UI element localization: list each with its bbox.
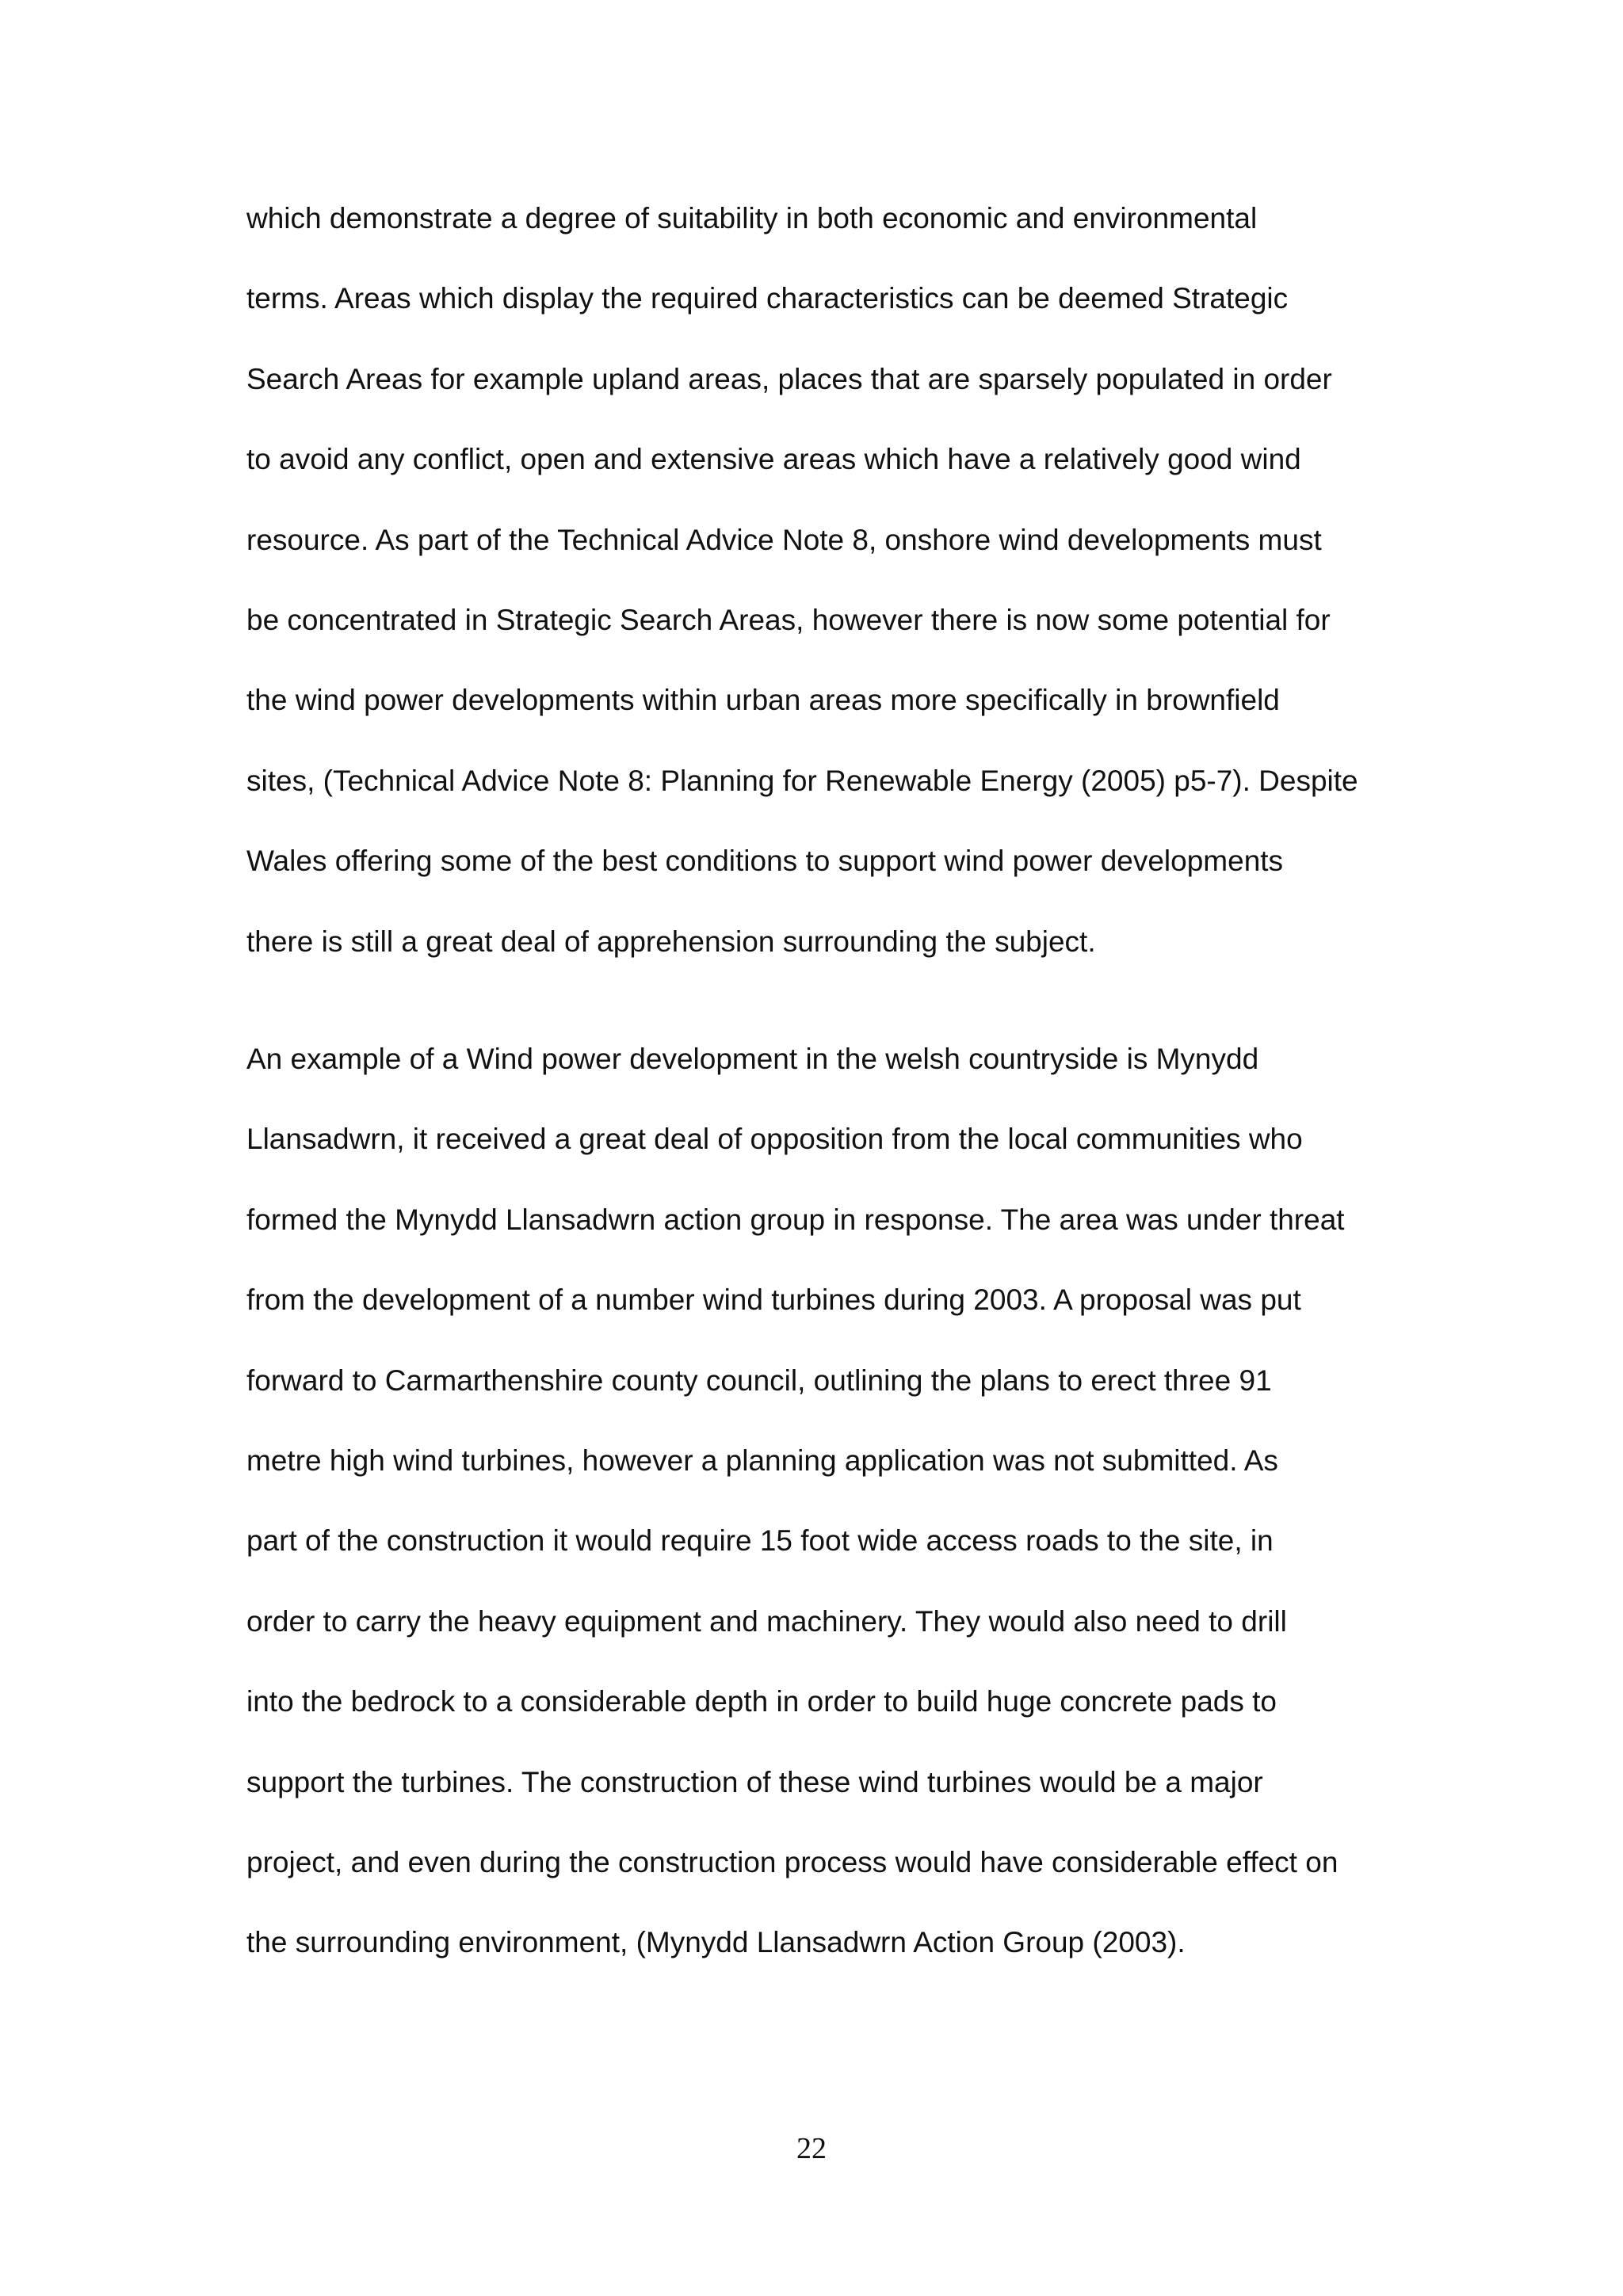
text-line: support the turbines. The construction of these wind turbines would be a major <box>246 1765 1263 1798</box>
text-line: Search Areas for example upland areas, places that are sparsely populated in order <box>246 362 1332 395</box>
text-line: be concentrated in Strategic Search Areas, however there is now some potential for <box>246 603 1331 636</box>
text-line: which demonstrate a degree of suitability in both economic and environmental <box>246 202 1258 235</box>
text-line: into the bedrock to a considerable depth in order to build huge concrete pads to <box>246 1685 1277 1718</box>
text-line: part of the construction it would require 15 foot wide access roads to the site, in <box>246 1524 1274 1558</box>
text-line: metre high wind turbines, however a planning application was not submitted. As <box>246 1444 1278 1477</box>
text-line: terms. Areas which display the required characteristics can be deemed Strategic <box>246 282 1289 315</box>
text-line: the surrounding environment, (Mynydd Llansadwrn Action Group (2003). <box>246 1926 1186 1959</box>
text-line: resource. As part of the Technical Advice Note 8, onshore wind developments must <box>246 523 1322 556</box>
paragraph-2 <box>246 1019 1396 1983</box>
text-line: order to carry the heavy equipment and machinery. They would also need to drill <box>246 1604 1287 1638</box>
page-number: 22 <box>796 2132 827 2165</box>
text-line: formed the Mynydd Llansadwrn action group in response. The area was under threat <box>246 1203 1345 1236</box>
text-line: Llansadwrn, it received a great deal of opposition from the local communities who <box>246 1123 1303 1156</box>
text-line: the wind power developments within urban areas more specifically in brownfield <box>246 684 1280 717</box>
text-line: project, and even during the construction process would have considerable effect on <box>246 1845 1338 1878</box>
text-line: there is still a great deal of apprehension surrounding the subject. <box>246 925 1096 958</box>
paragraph-1 <box>246 178 1396 982</box>
text-line: sites, (Technical Advice Note 8: Planning for Renewable Energy (2005) p5-7). Despite <box>246 764 1358 797</box>
text-line: An example of a Wind power development in the welsh countryside is Mynydd <box>246 1043 1259 1075</box>
text-line: to avoid any conflict, open and extensive areas which have a relatively good wind <box>246 443 1301 476</box>
text-line: forward to Carmarthenshire county council, outlining the plans to erect three 91 <box>246 1363 1272 1397</box>
text-line: Wales offering some of the best conditions to support wind power developments <box>246 845 1284 878</box>
text-line: from the development of a number wind turbines during 2003. A proposal was put <box>246 1283 1301 1317</box>
